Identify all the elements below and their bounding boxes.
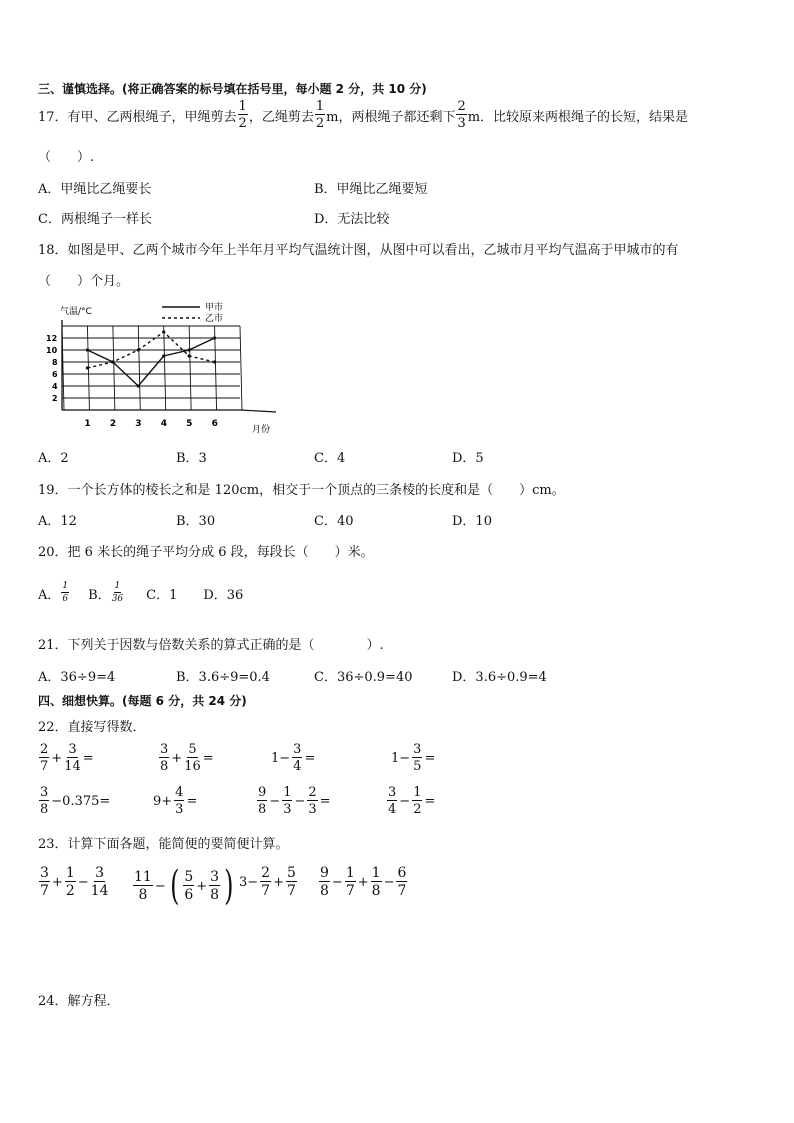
q17-option-a[interactable]: A．甲绳比乙绳要长	[38, 182, 152, 197]
q17-answer-blank: （ ）.	[38, 150, 95, 165]
fraction: $\frac{3}{4}$	[388, 785, 397, 817]
q17-option-b[interactable]: B．甲绳比乙绳要短	[314, 182, 428, 197]
x-axis-line	[240, 410, 276, 412]
y-tick-label: 2	[52, 394, 58, 403]
x-tick-label: 5	[186, 419, 193, 429]
q19-option-d[interactable]: D．10	[452, 514, 492, 529]
fraction: $\frac{1}{2}$	[413, 785, 422, 817]
fraction: $\frac{1}{6}$	[62, 581, 69, 604]
grid-line	[240, 326, 242, 410]
question-19: 19．一个长方体的棱长之和是 120cm，相交于一个顶点的三条棱的长度和是（ ）cm。	[38, 483, 565, 498]
data-point	[137, 384, 140, 387]
fraction: $\frac{9}{8}$	[320, 865, 329, 899]
fraction: $\frac{3}{8}$	[210, 869, 220, 903]
q20-option-b[interactable]: B． $\frac{1}{36}$	[88, 581, 124, 604]
q21-option-d[interactable]: D．3.6÷0.9=4	[452, 670, 547, 685]
q22-expression-6: 9+ $\frac{4}{3}$ =	[153, 785, 198, 817]
fraction: $\frac{11}{8}$	[134, 869, 152, 903]
q21-option-c[interactable]: C．36÷0.9=40	[314, 670, 413, 685]
y-tick-label: 12	[46, 334, 58, 343]
fraction: $\frac{1}{8}$	[371, 865, 381, 899]
fraction: $\frac{2}{3}$	[457, 99, 466, 131]
q17-option-d[interactable]: D．无法比较	[314, 212, 390, 227]
q17-option-c[interactable]: C．两根绳子一样长	[38, 212, 152, 227]
q17-text-3: m，两根绳子都还剩下	[326, 109, 456, 125]
q17-text-2: ，乙绳剪去	[248, 109, 314, 125]
data-point	[137, 348, 140, 351]
fraction: $\frac{5}{16}$	[184, 742, 201, 774]
y-tick-label: 8	[52, 358, 58, 367]
fraction: $\frac{1}{36}$	[111, 581, 124, 604]
fraction: $\frac{3}{14}$	[90, 865, 109, 899]
q18-answer-blank: （ ）个月。	[38, 274, 130, 289]
q19-option-b[interactable]: B．30	[176, 514, 216, 529]
q19-option-c[interactable]: C．40	[314, 514, 354, 529]
q20-option-a[interactable]: A． $\frac{1}{6}$	[38, 581, 69, 604]
q20-options	[38, 582, 243, 604]
question-20: 20．把 6 米长的绳子平均分成 6 段，每段长（ ）米。	[38, 545, 374, 560]
chart-x-axis-label: 月份	[252, 425, 271, 435]
fraction: $\frac{1}{2}$	[238, 99, 247, 131]
data-point	[162, 354, 165, 357]
fraction: $\frac{3}{4}$	[293, 742, 302, 774]
fraction: $\frac{3}{14}$	[64, 742, 81, 774]
data-point	[86, 348, 89, 351]
fraction: $\frac{2}{7}$	[40, 742, 49, 774]
question-24: 24．解方程．	[38, 994, 120, 1009]
grid-line	[138, 326, 140, 410]
question-17	[38, 100, 688, 130]
x-tick-label: 6	[211, 419, 218, 429]
fraction: $\frac{1}{2}$	[315, 99, 325, 131]
q23-expression-3: 3− $\frac{2}{7}$ + $\frac{5}{7}$	[239, 865, 296, 899]
q20-option-c[interactable]: C．1	[146, 587, 178, 603]
q17-text-1: 17．有甲、乙两根绳子，甲绳剪去	[38, 109, 237, 125]
q23-expression-2: $\frac{11}{8}$ − ( $\frac{5}{6}$ + $\frac{3}{8}$ )	[134, 863, 234, 909]
data-point	[213, 360, 216, 363]
fraction: $\frac{1}{2}$	[65, 865, 75, 899]
fraction: $\frac{3}{8}$	[40, 785, 49, 817]
q18-option-d[interactable]: D．5	[452, 451, 484, 466]
data-point	[86, 366, 89, 369]
fraction: $\frac{1}{7}$	[345, 865, 355, 899]
q22-expression-7: $\frac{9}{8}$ − $\frac{1}{3}$ − $\frac{2}{3}$ =	[258, 785, 331, 817]
chart-legend	[162, 301, 223, 324]
right-paren-icon: )	[224, 863, 234, 909]
q20-option-d[interactable]: D．36	[203, 587, 244, 603]
x-tick-label: 2	[109, 419, 117, 429]
fraction: $\frac{4}{3}$	[175, 785, 184, 817]
grid-line	[164, 326, 166, 410]
fraction: $\frac{3}{8}$	[160, 742, 169, 774]
legend-series-1: 甲市	[205, 303, 224, 313]
q18-option-a[interactable]: A．2	[38, 451, 69, 466]
grid-line	[189, 326, 191, 410]
q22-expression-5: $\frac{3}{8}$ −0.375=	[40, 785, 111, 817]
q22-expression-1: $\frac{2}{7}$ + $\frac{3}{14}$ =	[40, 742, 94, 774]
q18-option-b[interactable]: B．3	[176, 451, 207, 466]
q21-option-a[interactable]: A．36÷9=4	[38, 670, 116, 685]
fraction: $\frac{5}{6}$	[184, 869, 194, 903]
q22-expression-2: $\frac{3}{8}$ + $\frac{5}{16}$ =	[160, 742, 214, 774]
section-4-heading: 四、细想快算。(每题 6 分，共 24 分)	[38, 694, 247, 708]
fraction: $\frac{5}{7}$	[287, 865, 296, 899]
fraction: $\frac{1}{3}$	[283, 785, 292, 817]
chart-y-axis-label: 气温/°C	[60, 307, 92, 317]
fraction: $\frac{6}{7}$	[397, 865, 407, 899]
x-tick-label: 1	[84, 419, 91, 429]
grid-line	[113, 326, 115, 410]
temperature-line-chart	[40, 298, 290, 438]
q21-option-b[interactable]: B．3.6÷9=0.4	[176, 670, 270, 685]
q18-option-c[interactable]: C．4	[314, 451, 346, 466]
fraction: $\frac{9}{8}$	[258, 785, 267, 817]
q22-expression-3: 1− $\frac{3}{4}$ =	[271, 742, 316, 774]
fraction: $\frac{2}{7}$	[261, 865, 271, 899]
data-point	[162, 330, 165, 333]
q22-expression-4: 1− $\frac{3}{5}$ =	[391, 742, 436, 774]
data-point	[213, 336, 216, 339]
fraction: $\frac{3}{5}$	[413, 742, 422, 774]
y-tick-label: 6	[52, 370, 58, 379]
question-21: 21．下列关于因数与倍数关系的算式正确的是（ ）.	[38, 638, 384, 653]
fraction: $\frac{2}{3}$	[308, 785, 317, 817]
chart-series	[86, 330, 216, 387]
question-23: 23．计算下面各题，能简便的要简便计算。	[38, 837, 289, 852]
data-point	[188, 354, 191, 357]
q19-option-a[interactable]: A．12	[38, 514, 77, 529]
data-point	[111, 360, 114, 363]
q23-expression-1: $\frac{3}{7}$ + $\frac{1}{2}$ − $\frac{3}{14}$	[40, 865, 109, 899]
q22-expression-8: $\frac{3}{4}$ − $\frac{1}{2}$ =	[388, 785, 436, 817]
fraction: $\frac{3}{7}$	[40, 865, 49, 899]
x-tick-label: 4	[160, 419, 167, 429]
question-18: 18．如图是甲、乙两个城市今年上半年月平均气温统计图，从图中可以看出，乙城市月平均气温高于甲城市的有	[38, 243, 679, 258]
left-paren-icon: (	[169, 863, 180, 909]
x-tick-label: 3	[135, 419, 142, 429]
legend-series-2: 乙市	[205, 314, 224, 324]
q23-expression-4: $\frac{9}{8}$ − $\frac{1}{7}$ + $\frac{1}{8}$ − $\frac{6}{7}$	[320, 865, 407, 899]
y-tick-label: 4	[52, 382, 58, 391]
section-3-heading: 三、谨慎选择。(将正确答案的标号填在括号里，每小题 2 分，共 10 分)	[38, 82, 427, 96]
q17-text-4: m．比较原来两根绳子的长短，结果是	[467, 109, 689, 125]
question-22: 22．直接写得数．	[38, 720, 146, 735]
data-point	[188, 348, 191, 351]
y-tick-label: 10	[46, 346, 58, 355]
